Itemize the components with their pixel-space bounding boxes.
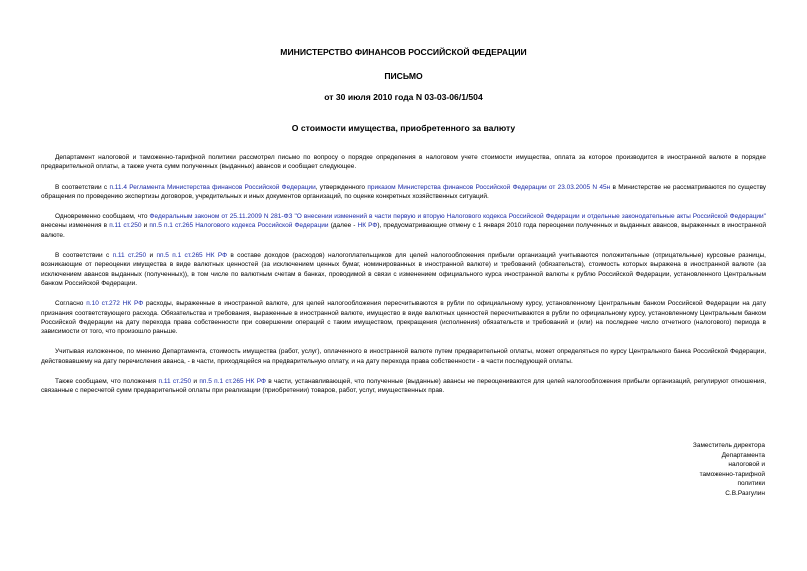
text: в Министерстве не рассматриваются по существу обращения по проведению экспертизы договоров, учредительных и иных документов организаций, по оценке конкретных хозяйственных ситуаций. — [41, 183, 767, 200]
link-order-45n[interactable]: приказом Министерства финансов Российской Федерации от 23.03.2005 N 45н — [367, 183, 611, 191]
text: в составе доходов (расходов) налогоплательщиков для целей налогообложения прибыли организаций учитываются положительные (отрицательные) курсовые разницы, возникающие от переоценки имущества в виде валютных ценностей (за исключением ценных бумаг, номинированных в иностранной валюте) и требований (обязательств), стоимость которых выражена в иностранной валюте (за исключением авансов выданных (полученных)), в том числе по валютным счетам в банках, проводимой в связи с изменением официального курса иностранной валюты к рублю Российской Федерации, установленного Центральным банком Российской Федерации. — [41, 252, 766, 287]
link-p10-art272[interactable]: п.10 ст.272 НК РФ — [86, 300, 144, 308]
signature-line: Заместитель директора — [692, 442, 765, 449]
paragraph-1: Департамент налоговой и таможенно-тарифной политики рассмотрел письмо по вопросу о порядке определения в налоговом учете стоимости имущества, оплата за которое производится в иностранной валюте в порядке предварительной оплаты, а также учета сумм полученных (выданных) авансов и сообщает следующее. — [41, 154, 766, 171]
link-p11-art250[interactable]: п.11 ст.250 — [109, 222, 142, 230]
text: Согласно — [55, 300, 87, 308]
text: Одновременно сообщаем, что — [55, 213, 150, 221]
link-tax-code[interactable]: НК РФ — [357, 222, 378, 230]
signature-line: Департамента — [721, 451, 765, 459]
paragraph-6: Учитывая изложенное, по мнению Департамента, стоимость имущества (работ, услуг), оплаченного в иностранной валюте путем предварительной оплаты, может определяться по курсу Центрального банка Российской Федерации, действовавшему на дату перечисления аванса, - в части, приходящейся на предварительную оплату, и на дату перехода права собственности - в части последующей оплаты. — [41, 348, 766, 365]
signature-block — [625, 441, 765, 499]
link-p11-art250[interactable]: п.11 ст.250 — [158, 378, 192, 386]
signature-line: политики — [737, 480, 765, 488]
link-pp5-art265[interactable]: пп.5 п.1 ст.265 НК РФ — [199, 378, 266, 386]
link-p11-art250[interactable]: п.11 ст.250 — [112, 252, 147, 260]
paragraph-5 — [41, 299, 766, 336]
text: ), предусматривающие отмену с 1 января 2010 года переоценки полученных и выданных авансов, выраженных в иностранной валюте. — [41, 222, 766, 239]
link-pp5-art265[interactable]: пп.5 п.1 ст.265 НК РФ — [156, 252, 228, 260]
paragraph-3 — [41, 212, 766, 240]
text: Также сообщаем, что положения — [55, 378, 159, 386]
paragraph-2 — [41, 183, 766, 202]
text: и — [141, 222, 150, 230]
link-federal-law-281[interactable]: Федеральным законом от 25.11.2009 N 281-ФЗ "О внесении изменений в части первую и вторую Налогового кодекса Российской Федерации и отдельные законодательные акты Российской Федерации" — [149, 213, 766, 221]
paragraph-7 — [41, 377, 766, 396]
paragraph-4 — [41, 251, 766, 288]
signature-line: налоговой и — [728, 461, 765, 469]
signatory-name: С.В.Разгулин — [725, 489, 765, 497]
text: и — [191, 378, 200, 386]
text: в части, устанавливающей, что полученные (выданные) авансы не переоцениваются для целей налогообложения прибыли организаций, регулируют отношения, связанные с пересчетой сумм предварительной оплаты при реализации (приобретении) товаров, работ, услуг, имущественных прав. — [41, 378, 767, 395]
document-type: ПИСЬМО — [384, 71, 423, 81]
letter-body — [41, 153, 766, 407]
document-subject: О стоимости имущества, приобретенного за валюту — [291, 123, 516, 133]
text: (далее - — [328, 222, 358, 230]
ministry-title: МИНИСТЕРСТВО ФИНАНСОВ РОССИЙСКОЙ ФЕДЕРАЦИИ — [280, 47, 527, 57]
text: внесены изменения в — [41, 222, 110, 230]
signature-line: таможенно-тарифной — [699, 470, 765, 478]
document-date-number: от 30 июля 2010 года N 03-03-06/1/504 — [324, 92, 483, 102]
text: В соответствии с — [55, 252, 113, 260]
text: , утвержденного — [315, 183, 368, 191]
link-pp5-art265-tax-code[interactable]: пп.5 п.1 ст.265 Налогового кодекса Российской Федерации — [149, 222, 329, 230]
text: расходы, выраженные в иностранной валюте, для целей налогообложения пересчитываются в рубли по официальному курсу, установленному Центральным банком Российской Федерации на дату признания соответствующего расхода. Обязательства и требования, выраженные в иностранной валюте, имущество в виде валютных ценностей пересчитываются в рубли по официальному курсу, установленному Центральным банком Российской Федерации на дату перехода права собственности при совершении операций с таким имуществом, прекращения (исполнения) обязательств и требований и (или) на последнее число отчетного (налогового) периода в зависимости от того, что произошло раньше. — [41, 300, 766, 336]
link-regulation-11-4[interactable]: п.11.4 Регламента Министерства финансов Российской Федерации — [109, 183, 316, 191]
text: и — [146, 252, 157, 260]
text: В соответствии с — [55, 183, 110, 191]
